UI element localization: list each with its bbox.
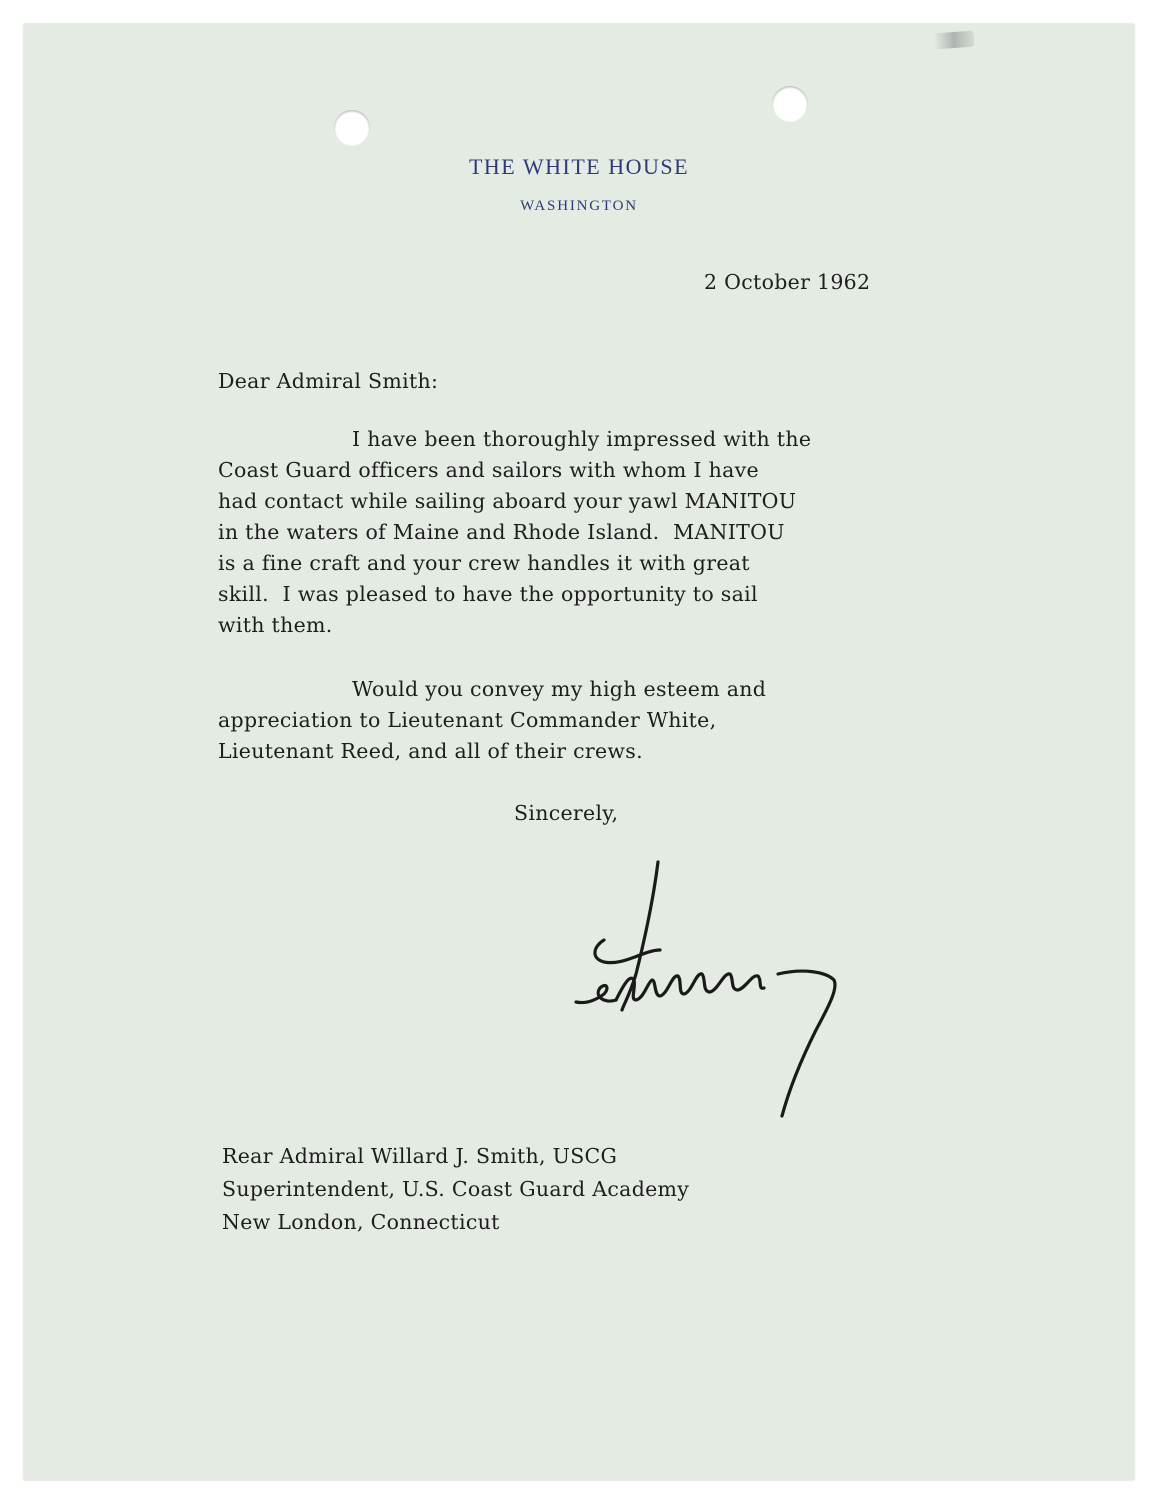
body-paragraph-1 [218, 424, 978, 641]
body-line: in the waters of Maine and Rhode Island. MANITOU [218, 520, 785, 544]
closing: Sincerely, [514, 801, 619, 825]
address-line: New London, Connecticut [222, 1210, 500, 1234]
letterhead-title: THE WHITE HOUSE [468, 154, 690, 179]
body-line: Coast Guard officers and sailors with whom I have [218, 458, 759, 482]
letterhead-city: WASHINGTON [520, 198, 638, 214]
address-line: Rear Admiral Willard J. Smith, USCG [222, 1144, 618, 1168]
body-line: had contact while sailing aboard your yawl MANITOU [218, 489, 797, 513]
body-line: Lieutenant Reed, and all of their crews. [218, 739, 643, 763]
handwritten-signature-icon [564, 854, 844, 1124]
punch-hole-right [772, 86, 808, 122]
body-line: is a fine craft and your crew handles it with great [218, 551, 750, 575]
address-line: Superintendent, U.S. Coast Guard Academy [222, 1177, 690, 1201]
paper-smudge [933, 31, 974, 50]
body-line: appreciation to Lieutenant Commander White, [218, 708, 717, 732]
letter-sheet [24, 24, 1134, 1480]
recipient-address [222, 1140, 689, 1239]
body-line: I have been thoroughly impressed with the [352, 427, 812, 451]
punch-hole-left [334, 110, 370, 146]
salutation: Dear Admiral Smith: [218, 369, 439, 393]
body-line: with them. [218, 613, 333, 637]
body-paragraph-2 [218, 674, 978, 767]
letter-date: 2 October 1962 [704, 270, 871, 294]
body-line: Would you convey my high esteem and [352, 677, 767, 701]
body-line: skill. I was pleased to have the opportunity to sail [218, 582, 758, 606]
